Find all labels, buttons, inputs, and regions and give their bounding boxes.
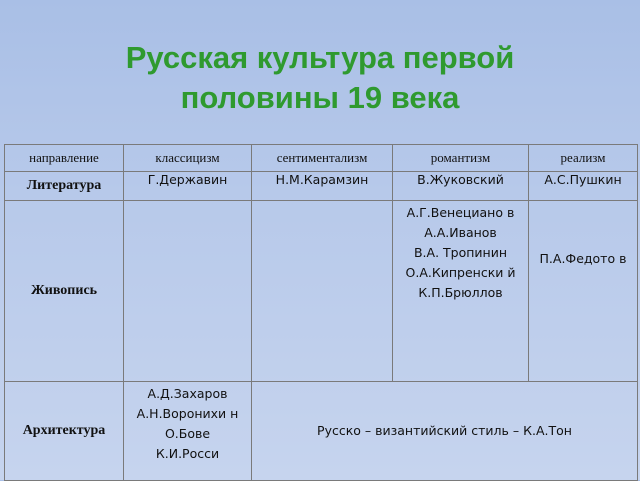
literature-realism: А.С.Пушкин [529, 172, 638, 201]
literature-row [5, 172, 638, 201]
architecture-label: Архитектура [5, 382, 124, 481]
architecture-classicism-item: А.Д.Захаров [147, 386, 228, 401]
painting-classicism [124, 201, 252, 382]
culture-table [4, 144, 638, 481]
header-realism: реализм [529, 145, 638, 172]
painting-label: Живопись [5, 201, 124, 382]
slide-title-line-1: Русская культура первой [125, 40, 515, 75]
painting-romanticism-item: А.Г.Венециано в [406, 205, 515, 220]
architecture-classicism [124, 382, 252, 481]
literature-classicism: Г.Державин [124, 172, 252, 201]
header-classicism: классицизм [124, 145, 252, 172]
painting-sentimentalism [252, 201, 393, 382]
painting-romanticism-item: О.А.Кипренски й [405, 265, 516, 280]
slide-title [0, 38, 640, 118]
painting-realism [529, 201, 638, 382]
architecture-classicism-item: А.Н.Воронихи н [136, 406, 239, 421]
architecture-row [5, 382, 638, 481]
painting-romanticism [393, 201, 529, 382]
header-row [5, 145, 638, 172]
painting-romanticism-item: К.П.Брюллов [418, 285, 503, 300]
painting-romanticism-item: А.А.Иванов [424, 225, 497, 240]
slide-title-line-2: половины 19 века [180, 80, 460, 115]
header-sentimentalism: сентиментализм [252, 145, 393, 172]
painting-romanticism-item: В.А. Тропинин [413, 245, 508, 260]
literature-sentimentalism: Н.М.Карамзин [252, 172, 393, 201]
painting-realism-item: П.А.Федото в [539, 251, 627, 266]
architecture-classicism-item: О.Бове [164, 426, 211, 441]
architecture-classicism-item: К.И.Росси [155, 446, 220, 461]
header-direction: направление [5, 145, 124, 172]
header-romanticism: романтизм [393, 145, 529, 172]
architecture-merged-style: Русско – византийский стиль – К.А.Тон [252, 382, 638, 481]
painting-row [5, 201, 638, 382]
literature-label: Литература [5, 172, 124, 201]
literature-romanticism: В.Жуковский [393, 172, 529, 201]
